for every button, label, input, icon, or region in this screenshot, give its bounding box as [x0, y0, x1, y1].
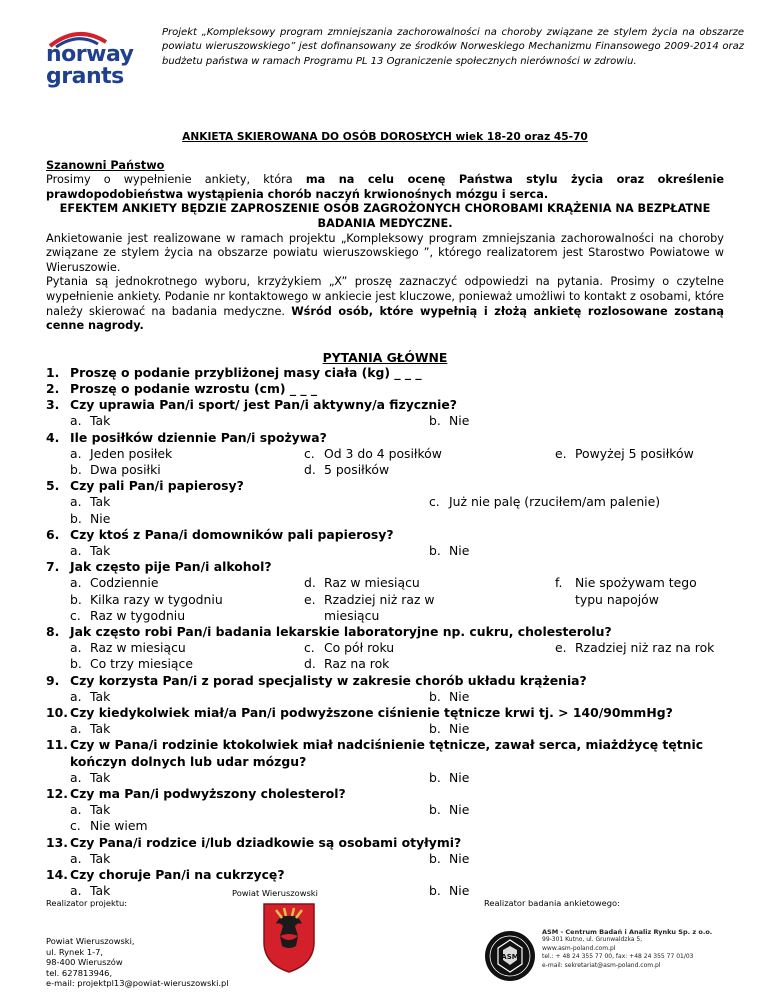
option-letter: b.: [70, 510, 82, 526]
salutation: Szanowni Państwo: [46, 158, 165, 172]
option-letter: b.: [429, 883, 441, 899]
intro-p1-bold: ma na celu ocenę Państwa stylu życia oraz określenie prawdopodobieństwa wystąpienia chorób naczyń krwionośnych mózgu i serca.: [46, 173, 724, 201]
question-number: 5.: [46, 478, 60, 494]
page-header: [40, 22, 744, 112]
address-line: tel. 627813946,: [46, 967, 113, 978]
intro-p3-text: Pytania są jednokrotnego wyboru, krzyżykiem „X” proszę zaznaczyć odpowiedzi na pytania. Prosimy o czytelne wypełnienie ankiety. Podanie nr kontaktowego w ankiecie jest kluczowe, ponieważ umożliwi to kontakt z osobami, które należy skierować na badania medyczne.: [46, 275, 724, 318]
question: [46, 381, 724, 397]
answer-option[interactable]: [429, 494, 660, 510]
answer-options: [70, 575, 724, 624]
intro-paragraph-2: Ankietowanie jest realizowane w ramach projektu „Kompleksowy program zmniejszania zachorowalności na choroby związane ze stylem życia na obszarze powiatu wieruszowskiego ”, którego realizatorem jest Starostwo Powiatowe w Wieruszowie.: [46, 231, 724, 274]
option-letter: f.: [555, 575, 563, 591]
question-number: 8.: [46, 623, 60, 639]
answer-options: [70, 446, 724, 478]
question-text: Jak często pije Pan/i alkohol?: [70, 559, 272, 575]
option-letter: c.: [429, 494, 440, 510]
option-letter: a.: [70, 575, 82, 591]
option-letter: b.: [70, 656, 82, 672]
asm-email: e-mail: sekretariat@asm-poland.com.pl: [542, 961, 661, 969]
option-letter: a.: [70, 883, 82, 899]
question: [46, 737, 724, 769]
question-text: Czy ma Pan/i podwyższony cholesterol?: [70, 786, 346, 801]
address-line: Powiat Wieruszowski,: [46, 936, 135, 946]
questions-list: [46, 365, 724, 900]
answer-options: [70, 413, 724, 429]
question-number: 10.: [46, 704, 68, 720]
norway-grants-logo: [46, 30, 146, 100]
option-letter: e.: [304, 591, 316, 607]
option-letter: a.: [70, 850, 82, 866]
option-text: Nie: [449, 769, 470, 785]
option-text: Nie: [449, 802, 470, 818]
option-letter: b.: [429, 769, 441, 785]
effect-notice: EFEKTEM ANKIETY BĘDZIE ZAPROSZENIE OSÓB ZAGROŻONYCH CHOROBAMI KRĄŻENIA NA BEZPŁATNE BADANIA MEDYCZNE.: [59, 202, 711, 230]
option-text: Tak: [90, 542, 111, 558]
answer-options: [70, 851, 724, 867]
option-letter: d.: [304, 656, 316, 672]
realizator-address: [46, 936, 229, 989]
answer-option[interactable]: [70, 721, 429, 737]
option-text: Codziennie: [90, 575, 159, 591]
question-text: Czy kiedykolwiek miał/a Pan/i podwyższone ciśnienie tętnicze krwi tj. > 140/90mmHg?: [70, 704, 673, 720]
option-letter: c.: [70, 607, 81, 623]
asm-phone: tel.: + 48 24 355 77 00, fax: +48 24 355 77 01/03: [542, 953, 694, 961]
option-text: Raz na rok: [324, 656, 390, 672]
option-text: Tak: [90, 494, 111, 510]
option-text: Co pół roku: [324, 640, 395, 656]
question-number: 3.: [46, 397, 60, 413]
answer-option[interactable]: [70, 656, 304, 672]
answer-option[interactable]: [555, 575, 724, 607]
option-letter: b.: [429, 542, 441, 558]
coat-of-arms-icon: [262, 902, 316, 974]
page-footer: [0, 880, 768, 994]
question: [46, 365, 724, 381]
answer-option[interactable]: [555, 640, 724, 656]
option-text: Tak: [90, 721, 111, 737]
option-letter: a.: [70, 721, 82, 737]
answer-option[interactable]: [304, 656, 555, 672]
question-text: Czy uprawia Pan/i sport/ jest Pan/i aktywny/a fizycznie?: [70, 397, 457, 413]
option-letter: c.: [70, 818, 81, 834]
answer-options: [70, 494, 724, 526]
intro-paragraph-3: [46, 275, 724, 333]
option-text: Raz w tygodniu: [90, 607, 186, 623]
option-text: Nie wiem: [90, 818, 148, 834]
asm-www: www.asm-poland.com.pl: [542, 944, 616, 952]
option-letter: b.: [429, 688, 441, 704]
answer-option[interactable]: [70, 818, 148, 834]
option-text: Tak: [90, 769, 111, 785]
option-text: Jeden posiłek: [90, 445, 173, 461]
option-text: Nie: [449, 721, 470, 737]
question-text: Proszę o podanie przybliżonej masy ciała (kg) _ _ _: [70, 364, 422, 380]
option-letter: b.: [429, 413, 441, 429]
project-realizator-label: Realizator projektu:: [46, 898, 128, 908]
option-text: 5 posiłków: [324, 461, 390, 477]
option-letter: a.: [70, 542, 82, 558]
option-text: Nie spożywam tego typu napojów: [575, 575, 697, 607]
option-text: Rzadziej niż raz w miesiącu: [324, 591, 435, 623]
answer-option[interactable]: [429, 770, 469, 786]
project-description: Projekt „Kompleksowy program zmniejszania zachorowalności na choroby związane ze stylem życia na obszarze powiatu wieruszowskiego” jest dofinansowany ze środków Norweskiego Mechanizmu Finansowego 2009-2014 oraz budżetu państwa w ramach Programu PL 13 Ograniczenie społecznych nierówności w zdrowiu.: [162, 27, 744, 67]
option-letter: a.: [70, 413, 82, 429]
option-text: Kilka razy w tygodniu: [90, 591, 223, 607]
answer-option[interactable]: [70, 511, 110, 527]
address-line: ul. Rynek 1-7,: [46, 946, 104, 957]
option-letter: b.: [429, 802, 441, 818]
option-text: Już nie palę (rzuciłem/am palenie): [449, 494, 661, 510]
question-text: Czy korzysta Pan/i z porad specjalisty w zakresie chorób układu krążenia?: [70, 672, 587, 688]
option-text: Tak: [90, 850, 111, 866]
question-text: Czy choruje Pan/i na cukrzycę?: [70, 867, 285, 883]
option-text: Tak: [90, 688, 111, 704]
logo-word-grants: grants: [46, 64, 124, 89]
address-email: e-mail: projektpl13@powiat-wieruszowski.pl: [46, 978, 229, 989]
question: [46, 397, 724, 413]
question: [46, 673, 724, 689]
question-number: 9.: [46, 672, 60, 688]
answer-option[interactable]: [70, 543, 429, 559]
answer-option[interactable]: [304, 446, 555, 462]
option-letter: c.: [304, 640, 315, 656]
answer-option[interactable]: [70, 689, 429, 705]
answer-options: [70, 721, 724, 737]
answer-option[interactable]: [304, 462, 555, 478]
answer-option[interactable]: [429, 413, 469, 429]
option-text: Nie: [449, 850, 470, 866]
option-letter: b.: [70, 591, 82, 607]
option-text: Co trzy miesiące: [90, 656, 193, 672]
question: [46, 705, 724, 721]
answer-option[interactable]: [304, 640, 555, 656]
address-line: 98-400 Wieruszów: [46, 957, 123, 968]
answer-option[interactable]: [70, 462, 304, 478]
answer-option[interactable]: [70, 413, 429, 429]
answer-options: [70, 640, 724, 672]
answer-option[interactable]: [429, 721, 469, 737]
logo-word-norway: norway: [46, 42, 134, 67]
asm-logo-icon: [484, 930, 536, 982]
option-letter: e.: [555, 445, 567, 461]
question-text: Czy pali Pan/i papierosy?: [70, 478, 244, 494]
powiat-label: Powiat Wieruszowski: [232, 888, 318, 898]
option-text: Raz w miesiącu: [324, 575, 420, 591]
question-text: Jak często robi Pan/i badania lekarskie laboratoryjne np. cukru, cholesterolu?: [70, 623, 612, 639]
question-text: Czy Pana/i rodzice i/lub dziadkowie są osobami otyłymi?: [70, 834, 462, 850]
answer-option[interactable]: [70, 640, 304, 656]
intro-p1-text: Prosimy o wypełnienie ankiety, która: [46, 173, 306, 187]
document-body: [46, 130, 724, 899]
answer-option[interactable]: [304, 592, 555, 624]
answer-options: [70, 689, 724, 705]
answer-option[interactable]: [70, 608, 304, 624]
option-letter: a.: [70, 640, 82, 656]
question-text: Czy ktoś z Pana/i domowników pali papierosy?: [70, 526, 394, 542]
option-letter: a.: [70, 802, 82, 818]
option-letter: d.: [304, 461, 316, 477]
answer-option[interactable]: [70, 592, 304, 608]
question-number: 11.: [46, 737, 68, 753]
question: [46, 835, 724, 851]
svg-text:ASM: ASM: [501, 953, 519, 961]
option-text: Powyżej 5 posiłków: [575, 445, 694, 461]
question: [46, 624, 724, 640]
option-letter: b.: [70, 461, 82, 477]
asm-street: 99-301 Kutno, ul. Grunwaldzka 5,: [542, 936, 643, 944]
question-number: 7.: [46, 559, 60, 575]
option-text: Od 3 do 4 posiłków: [324, 445, 442, 461]
option-text: Tak: [90, 802, 111, 818]
option-text: Nie: [449, 688, 470, 704]
answer-option[interactable]: [70, 575, 304, 591]
intro-p3-bold: Wśród osób, które wypełnią i złożą ankietę rozlosowane zostaną cenne nagrody.: [46, 304, 724, 333]
option-letter: a.: [70, 688, 82, 704]
answer-options: [70, 802, 724, 834]
question-number: 12.: [46, 786, 68, 801]
option-letter: a.: [70, 769, 82, 785]
answer-option[interactable]: [429, 802, 469, 818]
option-letter: b.: [429, 721, 441, 737]
option-text: Tak: [90, 883, 111, 899]
question-number: 6.: [46, 526, 60, 542]
question-text: Proszę o podanie wzrostu (cm) _ _ _: [70, 380, 318, 396]
question-number: 2.: [46, 380, 60, 396]
question: [46, 478, 724, 494]
answer-option[interactable]: [429, 851, 469, 867]
answer-option[interactable]: [429, 543, 469, 559]
question-number: 1.: [46, 364, 60, 380]
question-number: 4.: [46, 429, 60, 445]
option-letter: d.: [304, 575, 316, 591]
option-text: Tak: [90, 413, 111, 429]
option-text: Rzadziej niż raz na rok: [575, 640, 715, 656]
option-text: Nie: [90, 510, 111, 526]
option-letter: a.: [70, 494, 82, 510]
asm-contact: [542, 928, 712, 970]
answer-option[interactable]: [70, 802, 429, 818]
survey-title: ANKIETA SKIEROWANA DO OSÓB DOROSŁYCH wiek 18-20 oraz 45-70: [182, 131, 588, 143]
answer-option[interactable]: [70, 494, 429, 510]
answer-option[interactable]: [304, 575, 555, 591]
answer-option[interactable]: [70, 446, 304, 462]
option-text: Dwa posiłki: [90, 461, 161, 477]
answer-option[interactable]: [429, 689, 469, 705]
answer-option[interactable]: [70, 851, 429, 867]
option-text: Nie: [449, 413, 470, 429]
question: [46, 786, 724, 802]
question-text: Ile posiłków dziennie Pan/i spożywa?: [70, 429, 327, 445]
option-text: Nie: [449, 542, 470, 558]
survey-realizator-label: Realizator badania ankietowego:: [484, 898, 620, 908]
option-text: Raz w miesiącu: [90, 640, 186, 656]
option-letter: a.: [70, 445, 82, 461]
answer-options: [70, 543, 724, 559]
option-letter: c.: [304, 445, 315, 461]
answer-options: [70, 770, 724, 786]
asm-name: ASM - Centrum Badań i Analiz Rynku Sp. z o.o.: [542, 928, 713, 936]
question-number: 13.: [46, 834, 68, 850]
intro-paragraph-1: [46, 173, 724, 202]
question: [46, 559, 724, 575]
option-letter: e.: [555, 640, 567, 656]
option-letter: b.: [429, 850, 441, 866]
question: [46, 430, 724, 446]
option-text: Nie: [449, 883, 470, 899]
question: [46, 527, 724, 543]
question-text: Czy w Pana/i rodzinie ktokolwiek miał nadciśnienie tętnicze, zawał serca, miażdżycę tętnic kończyn dolnych lub udar mózgu?: [70, 737, 704, 769]
answer-option[interactable]: [70, 770, 429, 786]
question-number: 14.: [46, 867, 68, 883]
section-title: PYTANIA GŁÓWNE: [322, 349, 448, 365]
answer-option[interactable]: [555, 446, 724, 462]
